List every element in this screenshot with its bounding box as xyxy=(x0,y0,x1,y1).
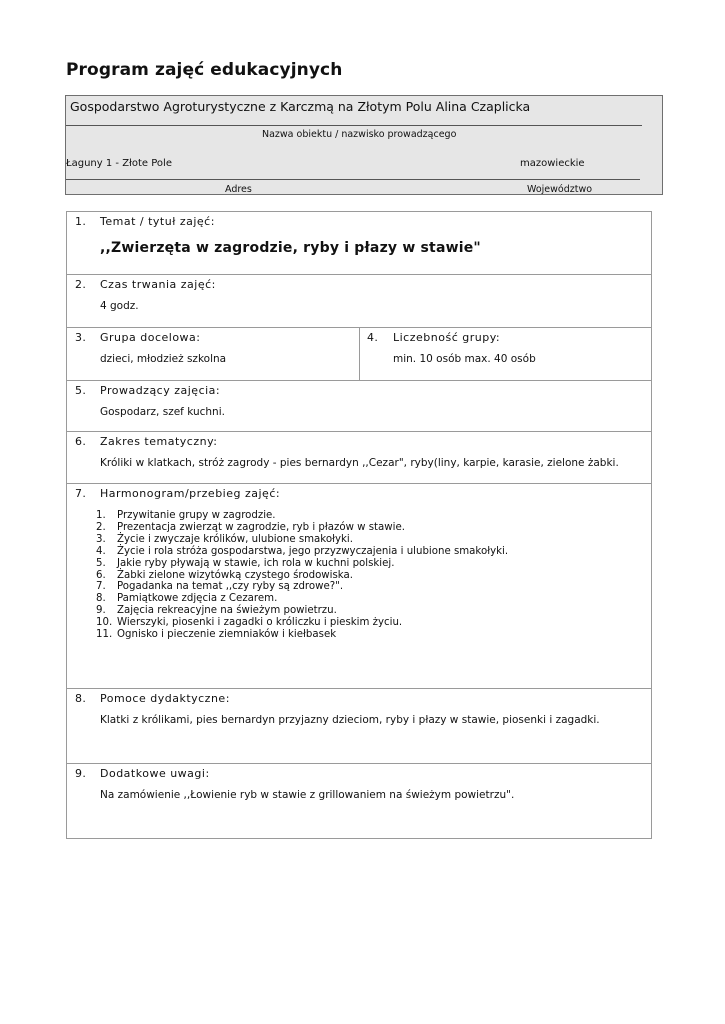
schedule-item-text: Zajęcia rekreacyjne na świeżym powietrzu. xyxy=(117,605,337,617)
aids-value: Klatki z królikami, pies bernardyn przyjazny dzieciom, ryby i płazy w stawie, piosenki i zagadki. xyxy=(100,714,600,726)
section-label: Liczebność grupy: xyxy=(393,331,501,344)
schedule-item-text: Pogadanka na temat ,,czy ryby są zdrowe?". xyxy=(117,581,344,593)
schedule-item-text: Życie i rola stróża gospodarstwa, jego przyzwyczajenia i ulubione smakołyki. xyxy=(117,545,509,557)
schedule-item xyxy=(96,629,508,641)
section-number: 9. xyxy=(75,767,87,780)
schedule-item-text: Przywitanie grupy w zagrodzie. xyxy=(117,510,276,521)
section-number: 7. xyxy=(75,487,87,500)
schedule-item-number: 8. xyxy=(96,593,106,605)
schedule-item-text: Wierszyki, piosenki i zagadki o króliczku i pieskim życiu. xyxy=(117,617,403,629)
owner-caption: Nazwa obiektu / nazwisko prowadzącego xyxy=(262,129,457,140)
schedule-item xyxy=(96,558,508,570)
program-form xyxy=(66,211,652,839)
remarks-value: Na zamówienie ,,Łowienie ryb w stawie z grillowaniem na świeżym powietrzu". xyxy=(100,789,515,801)
leader-value: Gospodarz, szef kuchni. xyxy=(100,406,225,418)
section-label: Czas trwania zajęć: xyxy=(100,278,216,291)
page-title: Program zajęć edukacyjnych xyxy=(66,60,343,80)
section-group xyxy=(67,328,651,381)
voivodeship-value: mazowieckie xyxy=(520,158,585,169)
schedule-item-number: 3. xyxy=(96,533,106,545)
owner-underline xyxy=(66,125,642,126)
schedule-item xyxy=(96,546,508,558)
group-size-value: min. 10 osób max. 40 osób xyxy=(393,353,536,365)
duration-value: 4 godz. xyxy=(100,300,139,312)
section-number: 6. xyxy=(75,435,87,448)
section-number: 5. xyxy=(75,384,87,397)
schedule-item-number: 11. xyxy=(96,629,113,641)
schedule-item-text: Życie i zwyczaje królików, ulubione smakołyki. xyxy=(117,533,353,545)
schedule-item-number: 2. xyxy=(96,521,106,533)
section-number: 1. xyxy=(75,215,87,228)
section-label: Prowadzący zajęcia: xyxy=(100,384,221,397)
schedule-item xyxy=(96,570,508,582)
schedule-item-text: Żabki zielone wizytówką czystego środowiska. xyxy=(117,569,353,581)
schedule-item-text: Jakie ryby pływają w stawie, ich rola w kuchni polskiej. xyxy=(117,557,395,569)
address-value: Łaguny 1 - Złote Pole xyxy=(66,158,172,169)
section-label: Dodatkowe uwagi: xyxy=(100,767,210,780)
section-duration xyxy=(67,275,651,328)
address-underline xyxy=(66,179,640,180)
section-number: 8. xyxy=(75,692,87,705)
section-label: Harmonogram/przebieg zajęć: xyxy=(100,487,281,500)
target-group-value: dzieci, młodzież szkolna xyxy=(100,353,227,365)
section-aids xyxy=(67,689,651,764)
schedule-item xyxy=(96,593,508,605)
section-label: Pomoce dydaktyczne: xyxy=(100,692,230,705)
schedule-item xyxy=(96,617,508,629)
schedule-item xyxy=(96,605,508,617)
schedule-item xyxy=(96,522,508,534)
schedule-item-number: 4. xyxy=(96,545,106,557)
schedule-item xyxy=(96,581,508,593)
section-number: 3. xyxy=(75,331,87,344)
schedule-item xyxy=(96,534,508,546)
schedule-item-number: 9. xyxy=(96,605,106,617)
section-remarks xyxy=(67,764,651,838)
owner-name: Gospodarstwo Agroturystyczne z Karczmą na Złotym Polu Alina Czaplicka xyxy=(70,99,531,114)
schedule-list xyxy=(96,510,508,641)
section-leader xyxy=(67,381,651,432)
section-number: 2. xyxy=(75,278,87,291)
column-divider xyxy=(359,328,360,380)
section-schedule xyxy=(67,484,651,689)
schedule-item-number: 5. xyxy=(96,557,106,569)
voivodeship-caption: Województwo xyxy=(527,184,593,195)
topic-value: ,,Zwierzęta w zagrodzie, ryby i płazy w stawie" xyxy=(100,240,481,256)
schedule-item-text: Pamiątkowe zdjęcia z Cezarem. xyxy=(117,593,278,605)
section-scope xyxy=(67,432,651,484)
schedule-item-number: 7. xyxy=(96,581,106,593)
section-number: 4. xyxy=(367,331,379,344)
section-label: Zakres tematyczny: xyxy=(100,435,218,448)
schedule-item-text: Ognisko i pieczenie ziemniaków i kiełbasek xyxy=(117,629,337,641)
schedule-item-text: Prezentacja zwierząt w zagrodzie, ryb i płazów w stawie. xyxy=(117,521,405,533)
section-topic xyxy=(67,212,651,275)
facility-header-box xyxy=(65,95,663,195)
schedule-item-number: 6. xyxy=(96,569,106,581)
scope-value: Króliki w klatkach, stróż zagrody - pies bernardyn ,,Cezar", ryby(liny, karpie, karasie, zielone żabki. xyxy=(100,457,619,469)
schedule-item-number: 1. xyxy=(96,510,106,521)
schedule-item xyxy=(96,510,508,522)
address-caption: Adres xyxy=(225,184,252,195)
section-label: Temat / tytuł zajęć: xyxy=(100,215,215,228)
schedule-item-number: 10. xyxy=(96,617,113,629)
section-label: Grupa docelowa: xyxy=(100,331,201,344)
